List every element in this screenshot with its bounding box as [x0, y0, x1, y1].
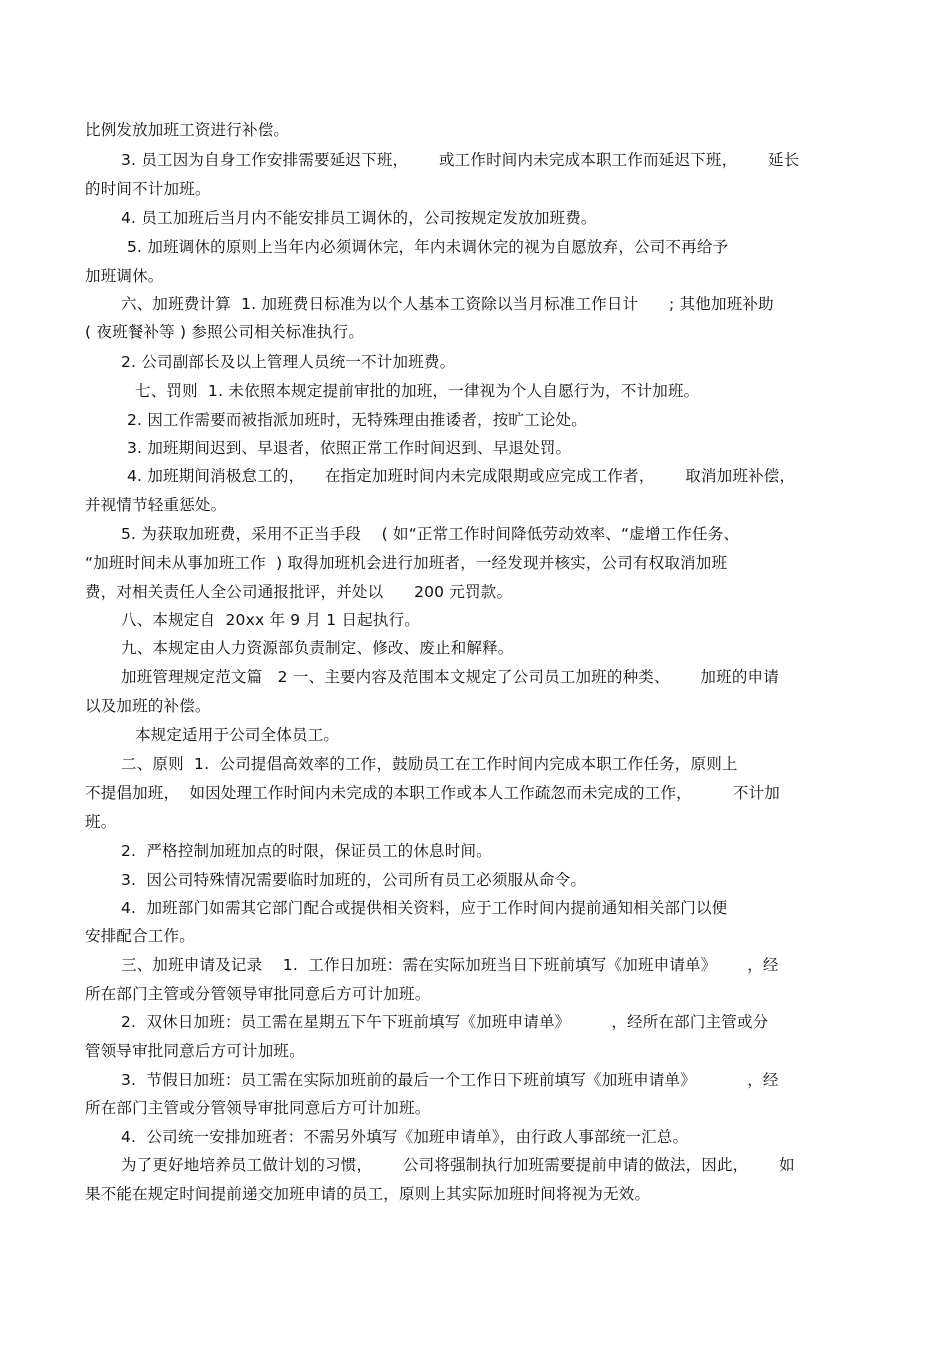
text-line: 以及加班的补偿。 [85, 697, 211, 715]
text-line: 2. 双休日加班：员工需在星期五下午下班前填写《加班申请单》 ，经所在部门主管或分 [121, 1013, 769, 1031]
text-line: 4. 加班部门如需其它部门配合或提供相关资料，应于工作时间内提前通知相关部门以便 [121, 899, 728, 917]
text-line: 不提倡加班， 如因处理工作时间内未完成的本职工作或本人工作疏忽而未完成的工作， 不计加 [85, 784, 780, 802]
text-line: 班。 [85, 813, 117, 831]
text-line: 比例发放加班工资进行补偿。 [85, 121, 290, 139]
text-line: 二、原则 1. 公司提倡高效率的工作，鼓励员工在工作时间内完成本职工作任务，原则上 [121, 755, 738, 773]
text-line: 所在部门主管或分管领导审批同意后方可计加班。 [85, 985, 431, 1003]
text-line: 八、本规定自 20xx 年 9 月 1 日起执行。 [121, 611, 420, 629]
text-line: 3. 员工因为自身工作安排需要延迟下班， 或工作时间内未完成本职工作而延迟下班， 延长 [121, 151, 800, 169]
text-line: 七、罚则 1. 未依照本规定提前审批的加班，一律视为个人自愿行为，不计加班。 [135, 382, 700, 400]
text-line: 管领导审批同意后方可计加班。 [85, 1042, 305, 1060]
text-line: 3. 节假日加班：员工需在实际加班前的最后一个工作日下班前填写《加班申请单》 ，经 [121, 1071, 779, 1089]
text-line: 3. 因公司特殊情况需要临时加班的，公司所有员工必须服从命令。 [121, 871, 587, 889]
text-line: 果不能在规定时间提前递交加班申请的员工，原则上其实际加班时间将视为无效。 [85, 1185, 651, 1203]
text-line: 的时间不计加班。 [85, 180, 211, 198]
text-line: 本规定适用于公司全体员工。 [135, 726, 340, 744]
text-line: 5. 为获取加班费，采用不正当手段 ( 如“正常工作时间降低劳动效率、“虚增工作任务、 [121, 525, 740, 543]
text-line: 九、本规定由人力资源部负责制定、修改、废止和解释。 [121, 639, 514, 657]
text-line: 加班管理规定范文篇 2 一、主要内容及范围本文规定了公司员工加班的种类、 加班的申请 [121, 668, 779, 686]
text-line: 加班调休。 [85, 267, 164, 285]
text-line: 并视情节轻重惩处。 [85, 496, 227, 514]
text-line: 5. 加班调休的原则上当年内必须调休完，年内未调休完的视为自愿放弃，公司不再给予 [127, 238, 729, 256]
text-line: 安排配合工作。 [85, 927, 195, 945]
text-line: 为了更好地培养员工做计划的习惯， 公司将强制执行加班需要提前申请的做法，因此， 如 [121, 1156, 795, 1174]
text-line: 4. 加班期间消极怠工的， 在指定加班时间内未完成限期或应完成工作者， 取消加班补偿， [127, 467, 796, 485]
text-line: 所在部门主管或分管领导审批同意后方可计加班。 [85, 1099, 431, 1117]
text-line: 三、加班申请及记录 1. 工作日加班：需在实际加班当日下班前填写《加班申请单》 ，经 [121, 956, 779, 974]
text-line: 4. 员工加班后当月内不能安排员工调休的，公司按规定发放加班费。 [121, 209, 597, 227]
text-line: 2. 因工作需要而被指派加班时，无特殊理由推诿者，按旷工论处。 [127, 411, 587, 429]
text-line: 3. 加班期间迟到、早退者，依照正常工作时间迟到、早退处罚。 [127, 439, 572, 457]
text-line: 4. 公司统一安排加班者：不需另外填写《加班申请单》，由行政人事部统一汇总。 [121, 1128, 689, 1146]
text-line: 2. 严格控制加班加点的时限，保证员工的休息时间。 [121, 842, 492, 860]
text-line: 2. 公司副部长及以上管理人员统一不计加班费。 [121, 353, 456, 371]
text-line: 费，对相关责任人全公司通报批评，并处以 200 元罚款。 [85, 583, 513, 601]
text-line: “加班时间未从事加班工作 ) 取得加班机会进行加班者，一经发现并核实，公司有权取消加班 [85, 554, 728, 572]
text-line: ( 夜班餐补等 ) 参照公司相关标准执行。 [85, 323, 365, 341]
text-line: 六、加班费计算 1. 加班费日标准为以个人基本工资除以当月标准工作日计 ; 其他加班补助 [121, 295, 774, 313]
